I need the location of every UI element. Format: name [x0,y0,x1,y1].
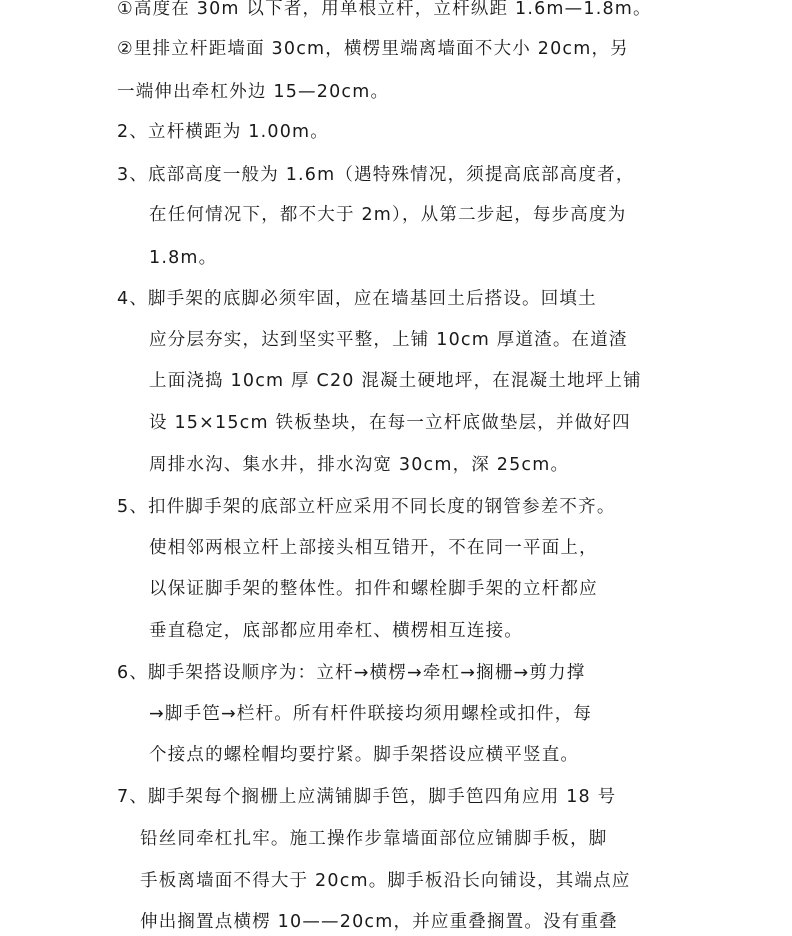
text-line: 应分层夯实，达到坚实平整，上铺 10cm 厚道渣。在道渣 [149,330,628,350]
text-line: ②里排立杆距墙面 30cm，横楞里端离墙面不大小 20cm，另 [117,39,629,59]
text-line: 3、底部高度一般为 1.6m（遇特殊情况，须提高底部高度者， [117,165,635,185]
text-line: 7、脚手架每个搁栅上应满铺脚手笆，脚手笆四角应用 18 号 [117,787,617,807]
text-line: 铅丝同牵杠扎牢。施工操作步靠墙面部位应铺脚手板，脚 [140,829,608,849]
text-line: 使相邻两根立杆上部接头相互错开，不在同一平面上， [149,538,598,558]
text-line: ①高度在 30m 以下者，用单根立杆，立杆纵距 1.6m—1.8m。 [117,0,652,19]
text-line: 在任何情况下，都不大于 2m），从第二步起，每步高度为 [149,205,627,225]
text-line: 以保证脚手架的整体性。扣件和螺栓脚手架的立杆都应 [149,579,598,599]
text-line: 个接点的螺栓帽均要拧紧。脚手架搭设应横平竖直。 [149,745,580,765]
text-line: 6、脚手架搭设顺序为：立杆→横楞→牵杠→搁栅→剪力撑 [117,663,586,683]
text-line: 一端伸出牵杠外边 15—20cm。 [117,82,390,102]
text-line: 设 15×15cm 铁板垫块，在每一立杆底做垫层，并做好四 [149,413,631,433]
text-line: 手板离墙面不得大于 20cm。脚手板沿长向铺设，其端点应 [140,871,631,891]
text-line: 4、脚手架的底脚必须牢固，应在墙基回土后搭设。回填土 [117,289,597,309]
text-line: 5、扣件脚手架的底部立杆应采用不同长度的钢管参差不齐。 [117,497,616,517]
text-line: 2、立杆横距为 1.00m。 [117,122,330,142]
text-line: 周排水沟、集水井，排水沟宽 30cm，深 25cm。 [149,455,570,475]
text-line: 上面浇捣 10cm 厚 C20 混凝土硬地坪，在混凝土地坪上铺 [149,371,642,391]
text-line: 1.8m。 [149,248,218,268]
text-line: 垂直稳定，底部都应用牵杠、横楞相互连接。 [149,621,523,641]
text-line: 伸出搁置点横楞 10——20cm，并应重叠搁置。没有重叠 [140,912,618,932]
text-line: →脚手笆→栏杆。所有杆件联接均须用螺栓或扣件，每 [149,704,593,724]
